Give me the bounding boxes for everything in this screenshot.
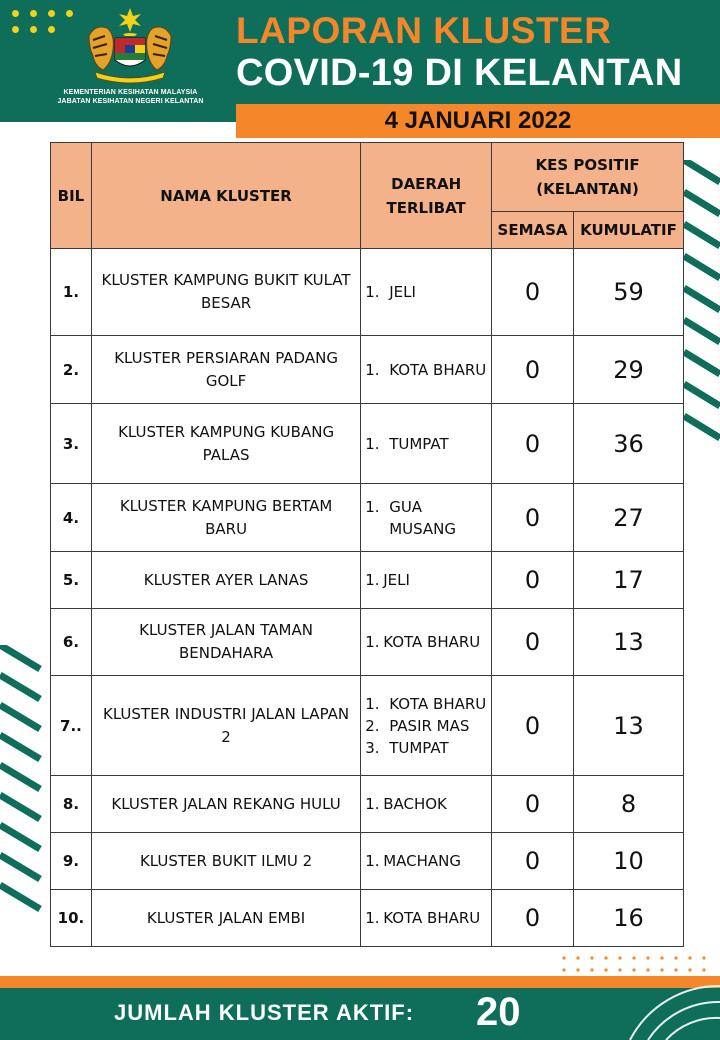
report-subtitle: COVID-19 DI KELANTAN — [236, 52, 683, 94]
daerah-name: TUMPAT — [389, 434, 449, 453]
table-row — [51, 676, 684, 776]
daerah-item — [365, 693, 487, 715]
daerah-number: 1. — [365, 852, 380, 870]
daerah-item — [365, 631, 487, 653]
header-kes-positif: KES POSITIF (KELANTAN) — [492, 143, 684, 212]
table-row — [51, 336, 684, 404]
daerah-name: KOTA BHARU — [383, 633, 481, 651]
daerah-item — [365, 737, 487, 759]
cell-bil: 8. — [51, 776, 92, 833]
cell-semasa: 0 — [492, 890, 574, 947]
header-daerah-terlibat: DAERAH TERLIBAT — [361, 143, 492, 249]
cell-nama-kluster: KLUSTER JALAN EMBI — [91, 890, 360, 947]
daerah-name: KOTA BHARU — [389, 360, 487, 379]
daerah-item — [365, 281, 487, 303]
daerah-item — [365, 850, 487, 872]
cluster-table — [50, 142, 684, 947]
cell-daerah-terlibat — [361, 484, 492, 552]
daerah-item — [365, 569, 487, 591]
cell-bil: 4. — [51, 484, 92, 552]
cell-bil: 1. — [51, 249, 92, 336]
header-bil: BIL — [51, 143, 92, 249]
daerah-number: 2. — [365, 716, 380, 735]
cell-semasa: 0 — [492, 336, 574, 404]
cell-bil: 10. — [51, 890, 92, 947]
cell-daerah-terlibat — [361, 776, 492, 833]
cell-bil: 3. — [51, 404, 92, 484]
daerah-name: GUA MUSANG — [389, 497, 457, 538]
cell-daerah-terlibat — [361, 249, 492, 336]
cell-bil: 9. — [51, 833, 92, 890]
daerah-number: 1. — [365, 497, 380, 516]
daerah-number: 1. — [365, 360, 380, 379]
daerah-number: 1. — [365, 795, 380, 813]
daerah-name: BACHOK — [383, 795, 447, 813]
cell-bil: 2. — [51, 336, 92, 404]
decorative-stripes-left — [0, 645, 50, 935]
active-cluster-total-label: JUMLAH KLUSTER AKTIF: — [114, 1000, 415, 1025]
cell-semasa: 0 — [492, 404, 574, 484]
cell-daerah-terlibat — [361, 552, 492, 609]
cell-bil: 6. — [51, 609, 92, 676]
header-semasa: SEMASA — [492, 212, 574, 249]
table-row — [51, 249, 684, 336]
cell-semasa: 0 — [492, 676, 574, 776]
daerah-name: TUMPAT — [389, 738, 449, 757]
cell-kumulatif: 16 — [574, 890, 684, 947]
cell-kumulatif: 8 — [574, 776, 684, 833]
table-row — [51, 609, 684, 676]
cell-nama-kluster: KLUSTER JALAN REKANG HULU — [91, 776, 360, 833]
cell-nama-kluster: KLUSTER JALAN TAMAN BENDAHARA — [91, 609, 360, 676]
report-date: 4 JANUARI 2022 — [236, 104, 720, 138]
daerah-number: 1. — [365, 283, 380, 301]
daerah-number: 1. — [365, 633, 380, 651]
decorative-arcs — [610, 982, 720, 1040]
cell-kumulatif: 17 — [574, 552, 684, 609]
cell-bil: 5. — [51, 552, 92, 609]
ministry-name: KEMENTERIAN KESIHATAN MALAYSIA JABATAN KESIHATAN NEGERI KELANTAN — [57, 89, 204, 105]
daerah-name: JELI — [389, 283, 416, 301]
decorative-dots — [8, 6, 78, 36]
malaysia-coat-of-arms-icon — [75, 6, 185, 86]
daerah-number: 1. — [365, 571, 380, 589]
cell-kumulatif: 59 — [574, 249, 684, 336]
report-title: LAPORAN KLUSTER — [236, 10, 612, 51]
header-nama-kluster: NAMA KLUSTER — [91, 143, 360, 249]
cell-nama-kluster: KLUSTER PERSIARAN PADANG GOLF — [91, 336, 360, 404]
cell-kumulatif: 36 — [574, 404, 684, 484]
table-row — [51, 776, 684, 833]
cell-semasa: 0 — [492, 552, 574, 609]
daerah-name: MACHANG — [383, 852, 462, 870]
table-row — [51, 890, 684, 947]
daerah-item — [365, 907, 487, 929]
cell-nama-kluster: KLUSTER BUKIT ILMU 2 — [91, 833, 360, 890]
cell-bil: 7.. — [51, 676, 92, 776]
cell-daerah-terlibat — [361, 676, 492, 776]
decorative-dots-footer — [560, 950, 720, 980]
cell-kumulatif: 27 — [574, 484, 684, 552]
cell-nama-kluster: KLUSTER KAMPUNG BUKIT KULAT BESAR — [91, 249, 360, 336]
cell-semasa: 0 — [492, 249, 574, 336]
daerah-item — [365, 793, 487, 815]
daerah-item — [365, 496, 487, 540]
daerah-number: 1. — [365, 909, 380, 927]
table-row — [51, 552, 684, 609]
cell-daerah-terlibat — [361, 833, 492, 890]
daerah-item — [365, 433, 487, 455]
daerah-name: PASIR MAS — [389, 716, 470, 735]
daerah-number: 1. — [365, 434, 380, 453]
cell-semasa: 0 — [492, 776, 574, 833]
cell-kumulatif: 13 — [574, 609, 684, 676]
daerah-number: 3. — [365, 738, 380, 757]
cell-daerah-terlibat — [361, 890, 492, 947]
daerah-number: 1. — [365, 694, 380, 713]
table-row — [51, 833, 684, 890]
daerah-name: JELI — [383, 571, 410, 589]
cell-nama-kluster: KLUSTER KAMPUNG KUBANG PALAS — [91, 404, 360, 484]
cell-semasa: 0 — [492, 609, 574, 676]
cell-semasa: 0 — [492, 484, 574, 552]
header-kumulatif: KUMULATIF — [574, 212, 684, 249]
cell-kumulatif: 10 — [574, 833, 684, 890]
decorative-stripes-right — [684, 160, 720, 460]
cell-daerah-terlibat — [361, 336, 492, 404]
cell-kumulatif: 29 — [574, 336, 684, 404]
table-row — [51, 404, 684, 484]
cell-semasa: 0 — [492, 833, 574, 890]
cell-nama-kluster: KLUSTER INDUSTRI JALAN LAPAN 2 — [91, 676, 360, 776]
table-row — [51, 484, 684, 552]
active-cluster-total-value: 20 — [476, 990, 521, 1034]
cell-nama-kluster: KLUSTER KAMPUNG BERTAM BARU — [91, 484, 360, 552]
daerah-item — [365, 715, 487, 737]
daerah-name: KOTA BHARU — [383, 909, 481, 927]
cell-kumulatif: 13 — [574, 676, 684, 776]
cell-daerah-terlibat — [361, 404, 492, 484]
cell-daerah-terlibat — [361, 609, 492, 676]
cell-nama-kluster: KLUSTER AYER LANAS — [91, 552, 360, 609]
daerah-item — [365, 359, 487, 381]
daerah-name: KOTA BHARU — [389, 694, 487, 713]
